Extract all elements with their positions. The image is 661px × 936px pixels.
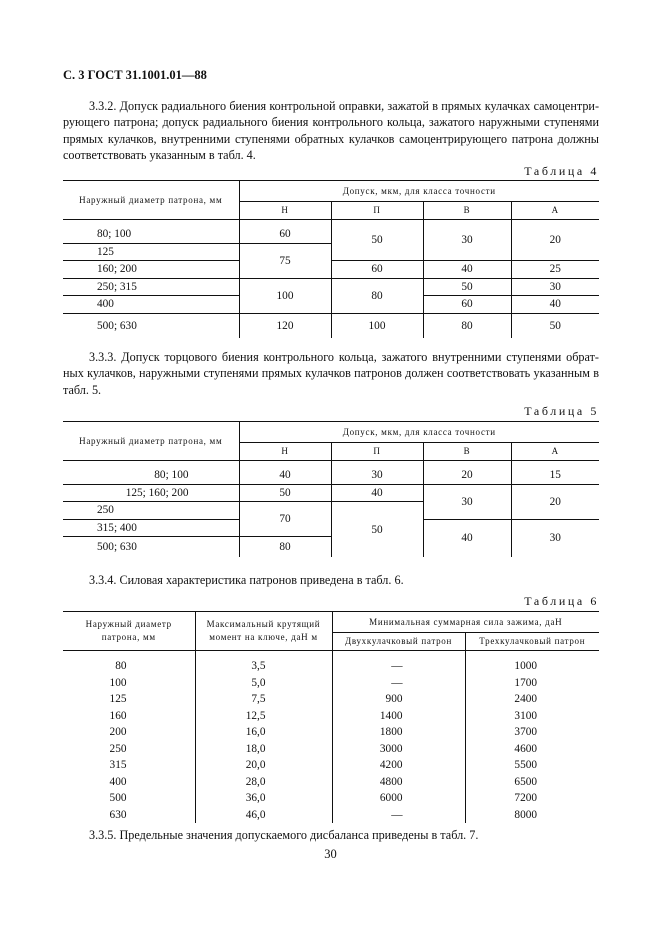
paragraph-3-3-3: 3.3.3. Допуск торцового биения контрольного кольца, зажатого внутренними ступенями обрат-ных кулачков, наружными ступенями прямых кулачков патронов должен соответствовать указанным в табл. 5. [63,350,599,397]
t5-n-cell: 50 [239,484,331,502]
t6-three-jaw-force: 6500 [465,774,599,791]
paragraph-3-3-5: 3.3.5. Предельные значения допускаемого дисбаланса приведены в табл. 7. [89,828,479,842]
t6-torque: 5,0 [195,675,332,692]
t4-header-tolerance: Допуск, мкм, для класса точности [239,181,599,202]
t6-three-jaw-force: 1700 [465,675,599,692]
t5-p-cell: 50 [331,502,423,558]
t4-n-cell: 120 [239,313,331,338]
t6-header-force: Минимальная суммарная сила зажима, даН [332,612,599,633]
t4-n-cell: 75 [239,243,331,278]
t6-diameter: 125 [109,693,127,706]
t6-three-jaw-force: 3700 [465,724,599,741]
t4-class-v: В [423,201,511,219]
t5-class-p: П [331,442,423,460]
t6-three-jaw-force: 8000 [465,807,599,824]
t6-header-three-jaw: Трехкулачковый патрон [465,632,599,650]
table-row [63,741,599,758]
t6-diameter: 315 [109,759,127,772]
t4-diameter: 80; 100 [63,220,239,244]
t5-class-v: В [423,442,511,460]
t5-n-cell: 70 [239,502,331,537]
table-row [63,790,599,807]
t6-diameter: 100 [109,676,127,689]
table-6 [63,611,599,823]
page-header: С. 3 ГОСТ 31.1001.01—88 [63,68,207,82]
table-4 [63,180,599,338]
t4-diameter: 400 [63,296,239,314]
t4-class-a: А [511,201,599,219]
t6-three-jaw-force: 7200 [465,790,599,807]
t4-v-cell: 80 [423,313,511,338]
t6-torque: 3,5 [195,651,332,675]
t6-diameter: 400 [109,775,127,788]
table-row [63,807,599,824]
t5-diameter: 125; 160; 200 [63,484,239,502]
t4-v-cell: 30 [423,220,511,261]
t6-two-jaw-force: 900 [332,691,465,708]
t5-n-cell: 40 [239,461,331,485]
t5-a-cell: 20 [511,484,599,519]
t6-torque: 20,0 [195,757,332,774]
t6-three-jaw-force: 2400 [465,691,599,708]
t6-two-jaw-force: — [332,651,465,675]
table-6-caption: Таблица 6 [524,594,599,608]
t6-three-jaw-force: 3100 [465,708,599,725]
t6-two-jaw-force: 4800 [332,774,465,791]
t4-a-cell: 25 [511,261,599,279]
t6-torque: 16,0 [195,724,332,741]
t6-header-diameter: Наружный диаметр патрона, мм [63,612,195,651]
t4-v-cell: 40 [423,261,511,279]
t4-n-cell: 60 [239,220,331,244]
t5-class-a: А [511,442,599,460]
t6-body [63,651,599,824]
t6-diameter: 250 [109,742,127,755]
t5-diameter: 500; 630 [97,541,137,553]
table-row [63,774,599,791]
t4-diameter: 250; 315 [63,278,239,296]
t5-header-diameter: Наружный диаметр патрона, мм [63,422,239,461]
table-5-caption: Таблица 5 [524,404,599,418]
t6-two-jaw-force: — [332,807,465,824]
t4-diameter: 125 [63,243,239,261]
t4-a-cell: 40 [511,296,599,314]
paragraph-3-3-4: 3.3.4. Силовая характеристика патронов приведена в табл. 6. [89,573,404,587]
t4-class-n: Н [239,201,331,219]
t6-torque: 12,5 [195,708,332,725]
table-5 [63,421,599,557]
t6-torque: 46,0 [195,807,332,824]
t4-a-cell: 30 [511,278,599,296]
page-number: 30 [324,847,337,861]
t6-two-jaw-force: 4200 [332,757,465,774]
t6-diameter: 200 [109,726,127,739]
t5-v-cell: 20 [423,461,511,485]
table-row [63,651,599,675]
t6-torque: 36,0 [195,790,332,807]
t6-diameter: 160 [109,709,127,722]
t5-diameter: 250 [63,502,239,520]
t4-p-cell: 60 [331,261,423,279]
t4-a-cell: 50 [511,313,599,338]
t6-two-jaw-force: 1400 [332,708,465,725]
t5-p-cell: 40 [331,484,423,502]
t5-header-tolerance: Допуск, мкм, для класса точности [239,422,599,443]
t4-a-cell: 20 [511,220,599,261]
t6-two-jaw-force: 3000 [332,741,465,758]
t6-header-torque: Максимальный крутящий момент на ключе, даН м [195,612,332,651]
t4-class-p: П [331,201,423,219]
t6-three-jaw-force: 4600 [465,741,599,758]
t5-diameter: 80; 100 [63,461,239,485]
table-row [63,724,599,741]
t5-v-cell: 40 [423,519,511,557]
t6-diameter: 80 [115,660,127,673]
t6-three-jaw-force: 5500 [465,757,599,774]
t6-torque: 7,5 [195,691,332,708]
t5-n-cell: 80 [239,537,331,558]
t6-two-jaw-force: 6000 [332,790,465,807]
t5-v-cell: 30 [423,484,511,519]
table-row [63,675,599,692]
t6-torque: 28,0 [195,774,332,791]
t4-diameter: 160; 200 [63,261,239,279]
t5-class-n: Н [239,442,331,460]
t4-v-cell: 60 [423,296,511,314]
t5-diameter: 315; 400 [63,519,239,537]
t4-diameter: 500; 630 [97,319,137,332]
table-row [63,708,599,725]
t6-diameter: 500 [109,792,127,805]
t6-two-jaw-force: 1800 [332,724,465,741]
t6-diameter: 630 [109,808,127,821]
t4-p-cell: 100 [331,313,423,338]
t6-header-two-jaw: Двухкулачковый патрон [332,632,465,650]
t5-p-cell: 30 [331,461,423,485]
t4-n-cell: 100 [239,278,331,313]
t4-p-cell: 50 [331,220,423,261]
t6-torque: 18,0 [195,741,332,758]
table-4-caption: Таблица 4 [524,164,599,178]
t4-v-cell: 50 [423,278,511,296]
t6-two-jaw-force: — [332,675,465,692]
t5-a-cell: 15 [511,461,599,485]
t4-p-cell: 80 [331,278,423,313]
table-row [63,757,599,774]
t5-a-cell: 30 [511,519,599,557]
t6-three-jaw-force: 1000 [465,651,599,675]
paragraph-3-3-2: 3.3.2. Допуск радиального биения контрольной оправки, зажатой в прямых кулачках самоцентри-рующего патрона; допуск радиального биения контрольного кольца, зажатого наружными ступенями прямых кулачков, внутренними ступенями обратных кулачков самоцентрирующего патрона должны соответствовать указанным в табл. 4. [63,99,599,163]
t4-header-diameter: Наружный диаметр патрона, мм [63,181,239,220]
table-row [63,691,599,708]
